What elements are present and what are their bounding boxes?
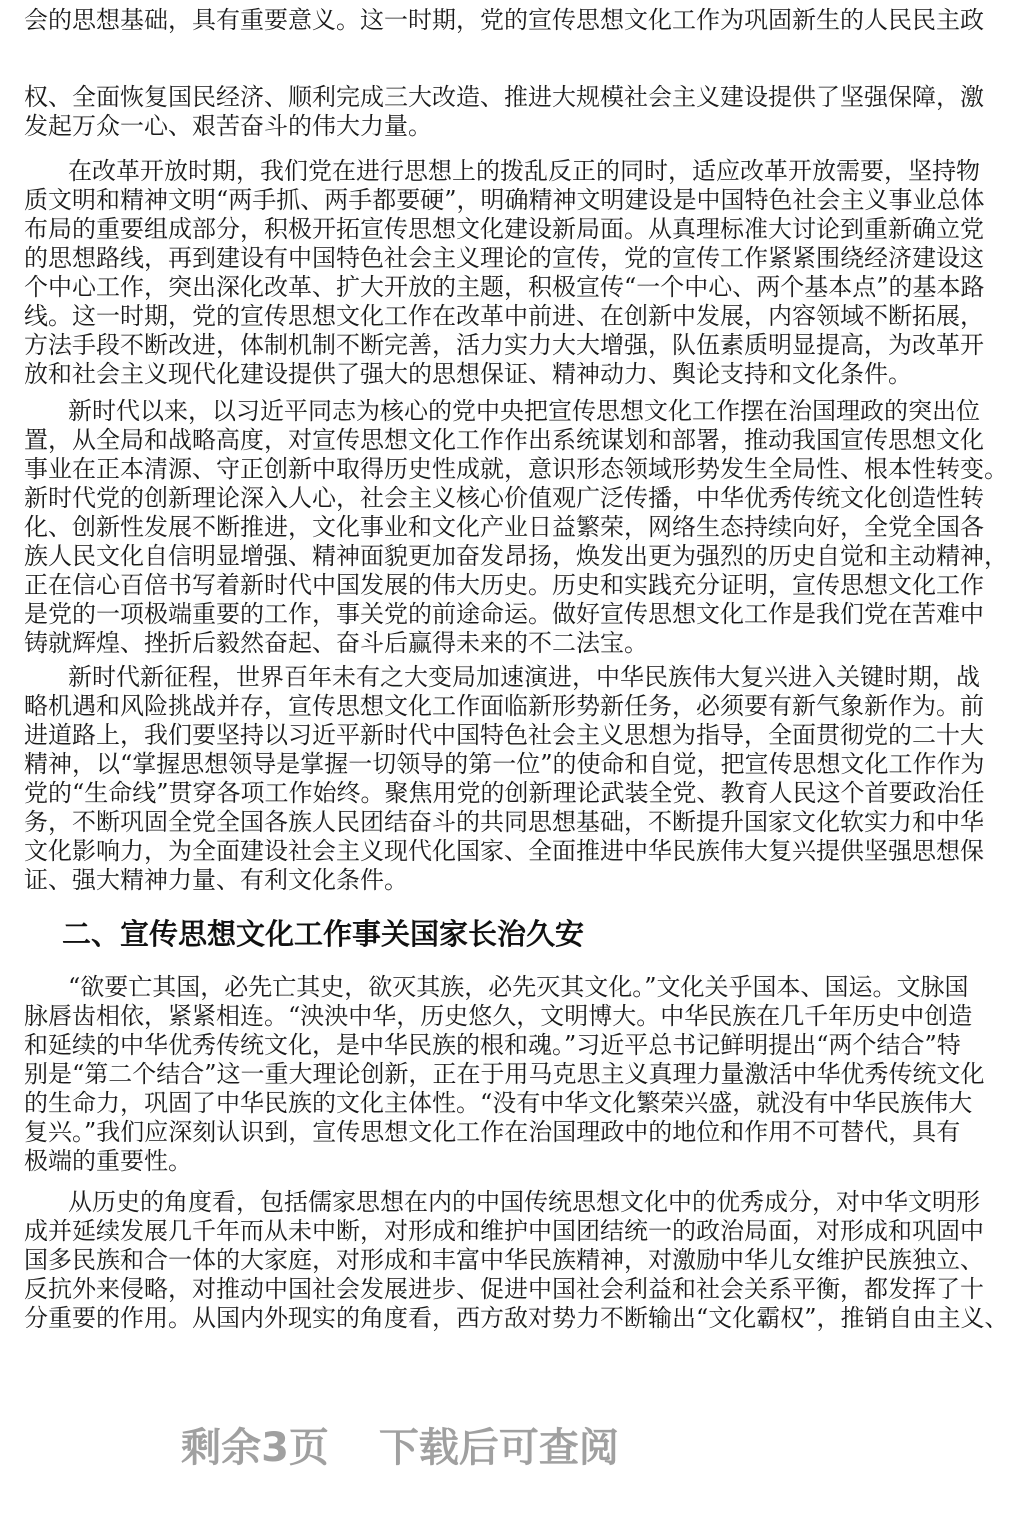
text-line: 务，不断巩固全党全国各族人民团结奋斗的共同思想基础，不断提升国家文化软实力和中华 <box>24 808 984 836</box>
text-line: 在改革开放时期，我们党在进行思想上的拨乱反正的同时，适应改革开放需要，坚持物 <box>68 157 980 185</box>
remaining-pages-banner[interactable] <box>0 1416 800 1473</box>
text-line: 国多民族和合一体的大家庭，对形成和丰富中华民族精神，对激励中华儿女维护民族独立、 <box>24 1246 984 1274</box>
text-line: 从历史的角度看，包括儒家思想在内的中国传统思想文化中的优秀成分，对中华文明形 <box>68 1188 980 1216</box>
text-line: 精神，以“掌握思想领导是掌握一切领导的第一位”的使命和自觉，把宣传思想文化工作作为 <box>24 750 985 778</box>
text-line: 发起万众一心、艰苦奋斗的伟大力量。 <box>24 112 432 140</box>
paragraph <box>24 83 984 141</box>
text-line: 分重要的作用。从国内外现实的角度看，西方敌对势力不断输出“文化霸权”，推销自由主义、 <box>24 1304 1009 1332</box>
section-heading: 二、宣传思想文化工作事关国家长治久安 <box>62 917 585 951</box>
paragraph <box>24 6 984 35</box>
text-line: 脉唇齿相依，紧紧相连。“泱泱中华，历史悠久，文明博大。中华民族在几千年历史中创造 <box>24 1002 973 1030</box>
remaining-pages-label: 剩余3页 <box>181 1425 329 1471</box>
text-line: 放和社会主义现代化建设提供了强大的思想保证、精神动力、舆论支持和文化条件。 <box>24 360 912 388</box>
text-line: 个中心工作，突出深化改革、扩大开放的主题，积极宣传“一个中心、两个基本点”的基本路 <box>24 273 985 301</box>
text-line: 反抗外来侵略，对推动中国社会发展进步、促进中国社会利益和社会关系平衡，都发挥了十 <box>24 1275 984 1303</box>
text-line: 极端的重要性。 <box>24 1147 192 1175</box>
text-line: 别是“第二个结合”这一重大理论创新，正在于用马克思主义真理力量激活中华优秀传统文化 <box>24 1060 985 1088</box>
text-line: 会的思想基础，具有重要意义。这一时期，党的宣传思想文化工作为巩固新生的人民民主政 <box>24 6 984 34</box>
text-line: 质文明和精神文明“两手抓、两手都要硬”，明确精神文明建设是中国特色社会主义事业总体 <box>24 186 985 214</box>
text-line: 化、创新性发展不断推进，文化事业和文化产业日益繁荣，网络生态持续向好，全党全国各 <box>24 513 984 541</box>
text-line: 新时代以来，以习近平同志为核心的党中央把宣传思想文化工作摆在治国理政的突出位 <box>68 397 980 425</box>
text-line: 事业在正本清源、守正创新中取得历史性成就，意识形态领域形势发生全局性、根本性转变。 <box>24 455 1008 483</box>
text-line: 权、全面恢复国民经济、顺利完成三大改造、推进大规模社会主义建设提供了坚强保障，激 <box>24 83 984 111</box>
text-line: 布局的重要组成部分，积极开拓宣传思想文化建设新局面。从真理标准大讨论到重新确立党 <box>24 215 984 243</box>
text-line: 的生命力，巩固了中华民族的文化主体性。“没有中华文化繁荣兴盛，就没有中华民族伟大 <box>24 1089 973 1117</box>
text-line: 进道路上，我们要坚持以习近平新时代中国特色社会主义思想为指导，全面贯彻党的二十大 <box>24 721 984 749</box>
text-line: 和延续的中华优秀传统文化，是中华民族的根和魂。”习近平总书记鲜明提出“两个结合”特 <box>24 1031 961 1059</box>
text-line: 是党的一项极端重要的工作，事关党的前途命运。做好宣传思想文化工作是我们党在苦难中 <box>24 600 984 628</box>
text-line: 族人民文化自信明显增强、精神面貌更加奋发昂扬，焕发出更为强烈的历史自觉和主动精神， <box>24 542 1008 570</box>
paragraph <box>24 1188 1009 1333</box>
download-prompt-label: 下载后可查阅 <box>378 1425 619 1471</box>
text-line: 正在信心百倍书写着新时代中国发展的伟大历史。历史和实践充分证明，宣传思想文化工作 <box>24 571 984 599</box>
text-line: 线。这一时期，党的宣传思想文化工作在改革中前进、在创新中发展，内容领域不断拓展， <box>24 302 984 330</box>
text-line: 党的“生命线”贯穿各项工作始终。聚焦用党的创新理论武装全党、教育人民这个首要政治任 <box>24 779 985 807</box>
text-line: 置，从全局和战略高度，对宣传思想文化工作作出系统谋划和部署，推动我国宣传思想文化 <box>24 426 984 454</box>
text-line: 方法手段不断改进，体制机制不断完善，活力实力大大增强，队伍素质明显提高，为改革开 <box>24 331 984 359</box>
paragraph <box>24 397 1008 658</box>
text-line: 略机遇和风险挑战并存，宣传思想文化工作面临新形势新任务，必须要有新气象新作为。前 <box>24 692 984 720</box>
paragraph <box>24 157 985 389</box>
text-line: “欲要亡其国，必先亡其史，欲灭其族，必先灭其文化。”文化关乎国本、国运。文脉国 <box>68 973 969 1001</box>
text-line: 新时代新征程，世界百年未有之大变局加速演进，中华民族伟大复兴进入关键时期，战 <box>68 663 980 691</box>
text-line: 的思想路线，再到建设有中国特色社会主义理论的宣传，党的宣传工作紧紧围绕经济建设这 <box>24 244 984 272</box>
paragraph <box>24 973 985 1176</box>
text-line: 证、强大精神力量、有利文化条件。 <box>24 866 408 894</box>
text-line: 复兴。”我们应深刻认识到，宣传思想文化工作在治国理政中的地位和作用不可替代，具有 <box>24 1118 961 1146</box>
text-line: 铸就辉煌、挫折后毅然奋起、奋斗后赢得未来的不二法宝。 <box>24 629 648 657</box>
text-line: 新时代党的创新理论深入人心，社会主义核心价值观广泛传播，中华优秀传统文化创造性转 <box>24 484 984 512</box>
text-line: 文化影响力，为全面建设社会主义现代化国家、全面推进中华民族伟大复兴提供坚强思想保 <box>24 837 984 865</box>
text-line: 成并延续发展几千年而从未中断，对形成和维护中国团结统一的政治局面，对形成和巩固中 <box>24 1217 984 1245</box>
paragraph <box>24 663 985 895</box>
